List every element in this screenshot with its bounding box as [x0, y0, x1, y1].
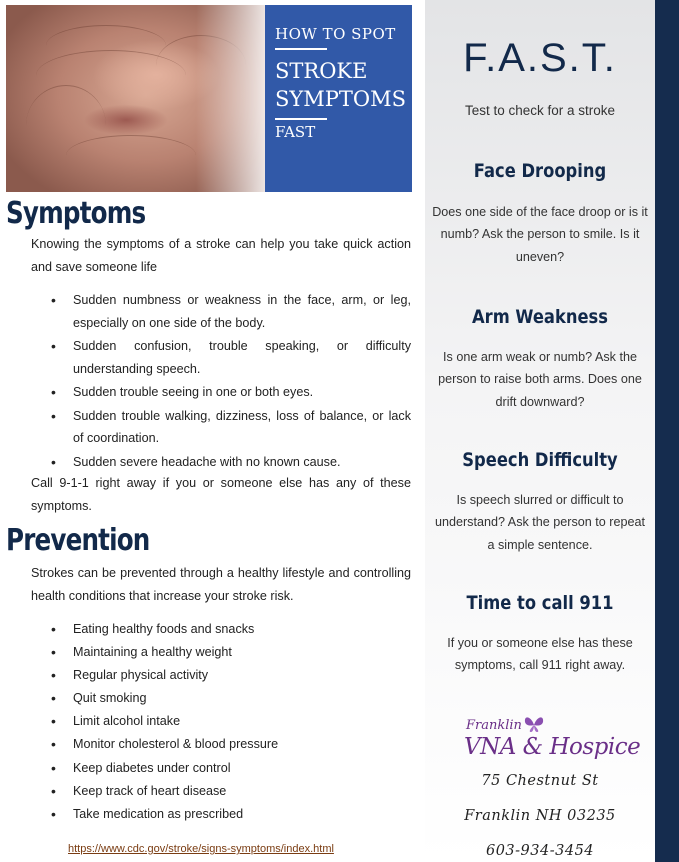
speech-difficulty-heading: Speech Difficulty	[462, 449, 618, 471]
list-item: • Keep diabetes under control	[31, 757, 411, 780]
list-item: • Limit alcohol intake	[31, 710, 411, 733]
list-item: • Keep track of heart disease	[31, 780, 411, 803]
symptoms-heading: Symptoms	[6, 196, 146, 231]
list-item: • Sudden trouble seeing in one or both eyes.	[31, 381, 411, 404]
call-911-note: Call 9-1-1 right away if you or someone else has any of these symptoms.	[31, 476, 411, 513]
fast-subtitle: Test to check for a stroke	[464, 103, 616, 118]
hero-title-panel	[265, 5, 412, 192]
prevention-heading: Prevention	[6, 523, 150, 558]
list-item: • Sudden confusion, trouble speaking, or difficulty understanding speech.	[31, 335, 411, 380]
hero-line-how-to-spot: HOW TO SPOT	[275, 25, 396, 43]
list-item: • Eating healthy foods and snacks	[31, 618, 411, 641]
face-photo	[6, 5, 266, 192]
face-drooping-text: Does one side of the face droop or is it numb? Ask the person to smile. Is it uneven?	[432, 205, 648, 264]
hero-line-stroke-symptoms	[275, 57, 406, 113]
hero-line-stroke: STROKE	[275, 59, 368, 83]
side-accent-bar	[655, 0, 679, 862]
prevention-list	[31, 618, 411, 826]
time-to-call-text: If you or someone else has these symptoms, call 911 right away.	[447, 636, 633, 673]
list-item: • Regular physical activity	[31, 664, 411, 687]
list-item: • Take medication as prescribed	[31, 803, 411, 826]
prevention-intro: Strokes can be prevented through a healthy lifestyle and controlling health conditions that increase your stroke risk.	[31, 566, 411, 603]
speech-difficulty-text: Is speech slurred or difficult to understand? Ask the person to repeat a simple sentence.	[434, 493, 646, 552]
address-street: 75 Chestnut St	[481, 773, 599, 789]
list-item: • Maintaining a healthy weight	[31, 641, 411, 664]
arm-weakness-text: Is one arm weak or numb? Ask the person to raise both arms. Does one drift downward?	[438, 350, 642, 409]
hero-line-fast: FAST	[275, 123, 316, 141]
source-link[interactable]: https://www.cdc.gov/stroke/signs-symptoms/index.html	[68, 843, 334, 855]
list-item: • Sudden trouble walking, dizziness, loss of balance, or lack of coordination.	[31, 405, 411, 450]
time-to-call-heading: Time to call 911	[466, 592, 614, 614]
fast-title: F.A.S.T.	[463, 36, 617, 80]
list-item: • Monitor cholesterol & blood pressure	[31, 733, 411, 756]
logo-franklin: Franklin	[466, 718, 522, 733]
vna-hospice-logo	[462, 714, 641, 766]
logo-vna-hospice: VNA & Hospice	[464, 734, 641, 760]
hero-line-symptoms: SYMPTOMS	[275, 87, 406, 111]
list-item: • Sudden severe headache with no known cause.	[31, 451, 411, 474]
face-drooping-heading: Face Drooping	[473, 160, 607, 182]
list-item: • Sudden numbness or weakness in the face, arm, or leg, especially on one side of the body.	[31, 289, 411, 334]
hero-divider	[275, 48, 327, 50]
arm-weakness-heading: Arm Weakness	[471, 306, 609, 328]
phone-number: 603-934-3454	[485, 843, 595, 859]
hero-banner	[6, 5, 412, 192]
butterfly-icon	[522, 714, 546, 734]
hero-divider	[275, 118, 327, 120]
symptoms-list	[31, 289, 411, 474]
list-item: • Quit smoking	[31, 687, 411, 710]
address-city: Franklin NH 03235	[464, 808, 616, 824]
symptoms-intro: Knowing the symptoms of a stroke can help you take quick action and save someone life	[31, 237, 411, 274]
